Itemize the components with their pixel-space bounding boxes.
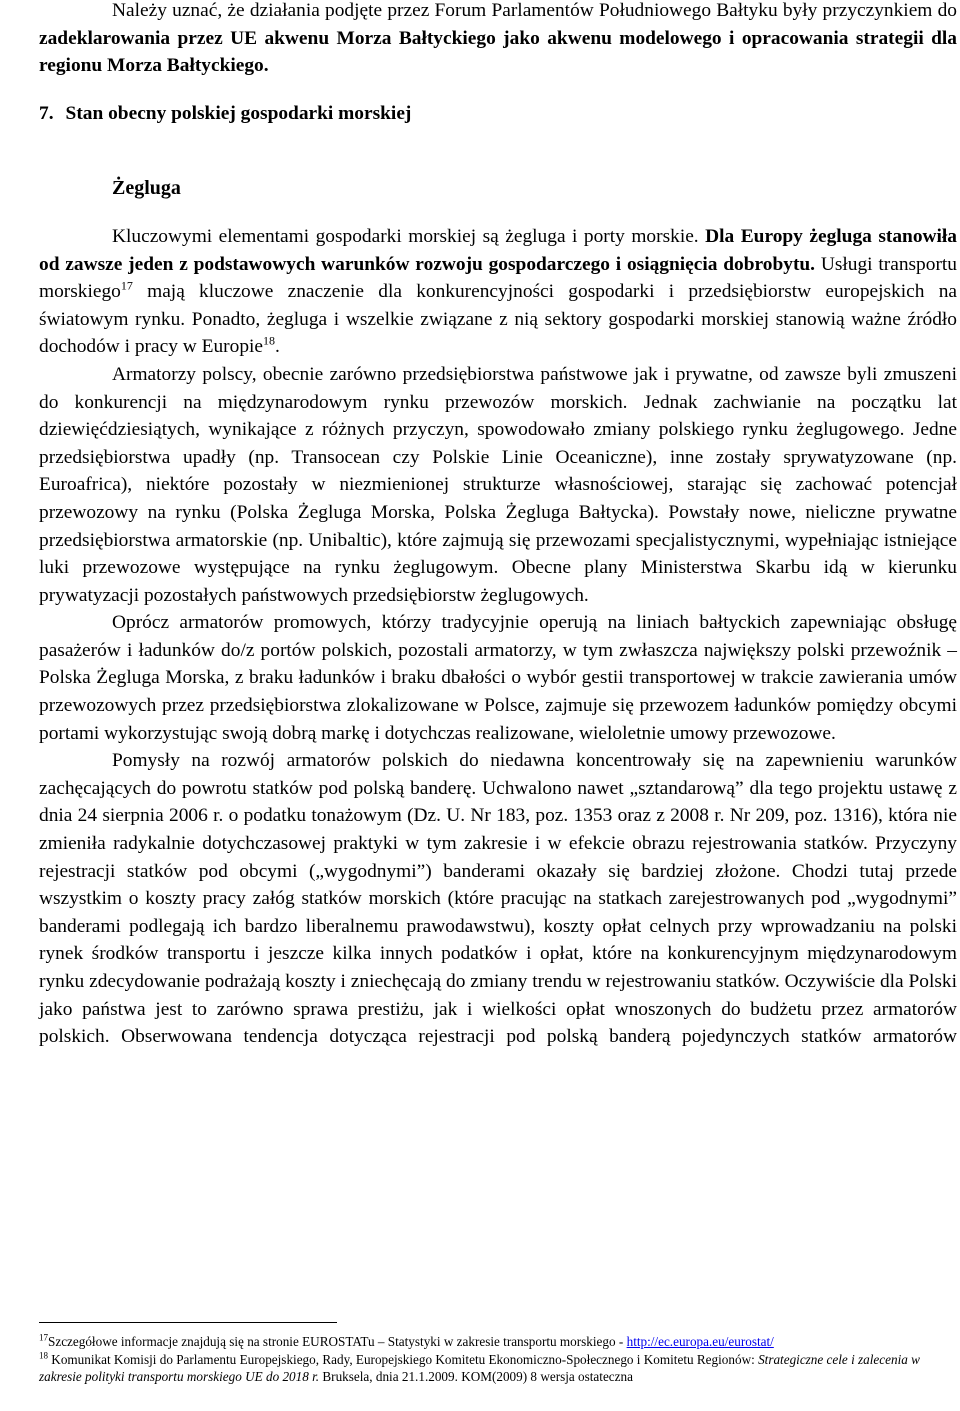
footnote-18-title: Strategiczne cele i zalecenia w zakresie polityki transportu morskiego UE do 2018 r. — [39, 1351, 920, 1385]
subsection-title: Żegluga — [112, 177, 181, 200]
footnote-18-tail: Bruksela, dnia 21.1.2009. KOM(2009) 8 wersja ostateczna — [319, 1369, 633, 1385]
intro-bold-text: zadeklarowania przez UE akwenu Morza Bałtyckiego jako akwenu modelowego i opracowania strategii dla regionu Morza Bałtyckiego. — [39, 27, 957, 77]
p1-text-4: . — [275, 336, 280, 358]
section-number: 7. — [39, 102, 54, 124]
paragraph-1 — [39, 223, 957, 361]
section-heading — [39, 100, 957, 128]
footnote-separator — [39, 1322, 337, 1323]
intro-text: Należy uznać, że działania podjęte przez Forum Parlamentów Południowego Bałtyku były przyczynkiem do — [112, 0, 957, 21]
footnote-18-text: Komunikat Komisji do Parlamentu Europejskiego, Rady, Europejskiego Komitetu Ekonomiczno-Społecznego i Komitetu Regionów: — [48, 1351, 759, 1367]
subsection-heading — [39, 175, 957, 203]
paragraph-4: Pomysły na rozwój armatorów polskich do niedawna koncentrowały się na zapewnieniu warunków zachęcających do powrotu statków pod polską banderę. Uchwalono nawet „sztandarową” dla tego projektu ustawę z dnia 24 sierpnia 2006 r. o podatku tonażowym (Dz. U. Nr 183, poz. 1353 oraz z 2008 r. Nr 209, poz. 1316), która nie zmieniła radykalnie dotychczasowej praktyki w tym zakresie i w efekcie obrazu rejestrowania statków. Przyczyny rejestracji statków pod obcymi („wygodnymi”) banderami okazały się bardziej złożone. Chodzi tutaj przede wszystkim o koszty pracy załóg statków morskich (które pracując na statkach zarejestrowanych pod „wygodnymi” banderami podlegają ich bardzo liberalnemu prawodawstwu), koszty opłat celnych przy wprowadzaniu na polski rynek środków transportu i jeszcze kilka innych podatków i opłat, które na konkurencyjnym międzynarodowym rynku zdecydowanie podrażają koszty i zniechęcają do zmiany trendu w rejestrowaniu statków. Oczywiście dla Polski jako państwa jest to zarówno sprawa prestiżu, jak i wielkości opłat wnoszonych do budżetu przez armatorów polskich. Obserwowana tendencja dotycząca rejestracji pod polską banderą pojedynczych statków armatorów — [39, 750, 957, 1048]
eurostat-link[interactable]: http://ec.europa.eu/eurostat/ — [626, 1334, 774, 1349]
p1-bold-text: Dla Europy żegluga stanowiła od zawsze jeden z podstawowych warunków rozwoju gospodarczego i osiągnięcia dobrobytu. — [39, 225, 957, 275]
p1-text-1: Kluczowymi elementami gospodarki morskiej są żegluga i porty morskie. — [112, 225, 706, 247]
footnote-ref-18[interactable]: 18 — [263, 333, 276, 348]
p1-text-3: mają kluczowe znaczenie dla konkurencyjności gospodarki i przedsiębiorstw europejskich na światowym rynku. Ponadto, żegluga i wszelkie związane z nią sektory gospodarki morskiej stanowią ważne źródło dochodów i pracy w Europie — [39, 281, 957, 358]
footnote-ref-17[interactable]: 17 — [120, 278, 133, 293]
footnote-18 — [39, 1351, 957, 1386]
document-page — [39, 0, 957, 1051]
paragraph-3: Oprócz armatorów promowych, którzy tradycyjnie operują na liniach bałtyckich zapewniając obsługę pasażerów i ładunków do/z portów polskich, pozostali armatorzy, w tym zwłaszcza największy polski przewoźnik – Polska Żegluga Morska, z braku ładunków i braku dbałości o wybór gestii transportowej w trakcie zawierania umów przewozowych przez przedsiębiorstwa zlokalizowane w Polsce, zajmuje się przewozem ładunków pomiędzy obcymi portami wykorzystując swoją dobrą markę i dotychczas realizowane, wieloletnie umowy przewozowe. — [39, 612, 957, 744]
footnote-mark-17: 17 — [39, 1332, 48, 1343]
footnote-17 — [39, 1333, 957, 1351]
paragraph-2: Armatorzy polscy, obecnie zarówno przedsiębiorstwa państwowe jak i prywatne, od zawsze byli zmuszeni do konkurencji na międzynarodowym rynku przewozów morskich. Jednak zachwianie na początku lat dziewięćdziesiątych, wynikające z różnych przyczyn, spowodowało zmiany polskiego rynku żeglugowego. Jedne przedsiębiorstwa upadły (np. Transocean czy Polskie Linie Oceaniczne), inne zostały sprywatyzowane (np. Euroafrica), niektóre pozostały w niezmienionej strukturze własnościowej, starając się zachować potencjał przewozowy na rynku (Polska Żegluga Morska, Polska Żegluga Bałtycka). Powstały nowe, nieliczne prywatne przedsiębiorstwa armatorskie (np. Unibaltic), które zajmują się przewozami specjalistycznymi, wypełniając istniejące luki przewozowe występujące na rynku żeglugowym. Obecne plany Ministerstwa Skarbu idą w kierunku prywatyzacji pozostałych państwowych przedsiębiorstw żeglugowych. — [39, 363, 957, 606]
intro-paragraph — [39, 0, 957, 80]
section-title: Stan obecny polskiej gospodarki morskiej — [65, 102, 412, 124]
footnote-17-text: Szczegółowe informacje znajdują się na stronie EUROSTATu – Statystyki w zakresie transportu morskiego - — [48, 1334, 627, 1349]
footnotes-area — [39, 1322, 957, 1386]
footnote-mark-18: 18 — [39, 1350, 48, 1361]
p1-text-2: Usługi transportu morskiego — [39, 253, 957, 303]
